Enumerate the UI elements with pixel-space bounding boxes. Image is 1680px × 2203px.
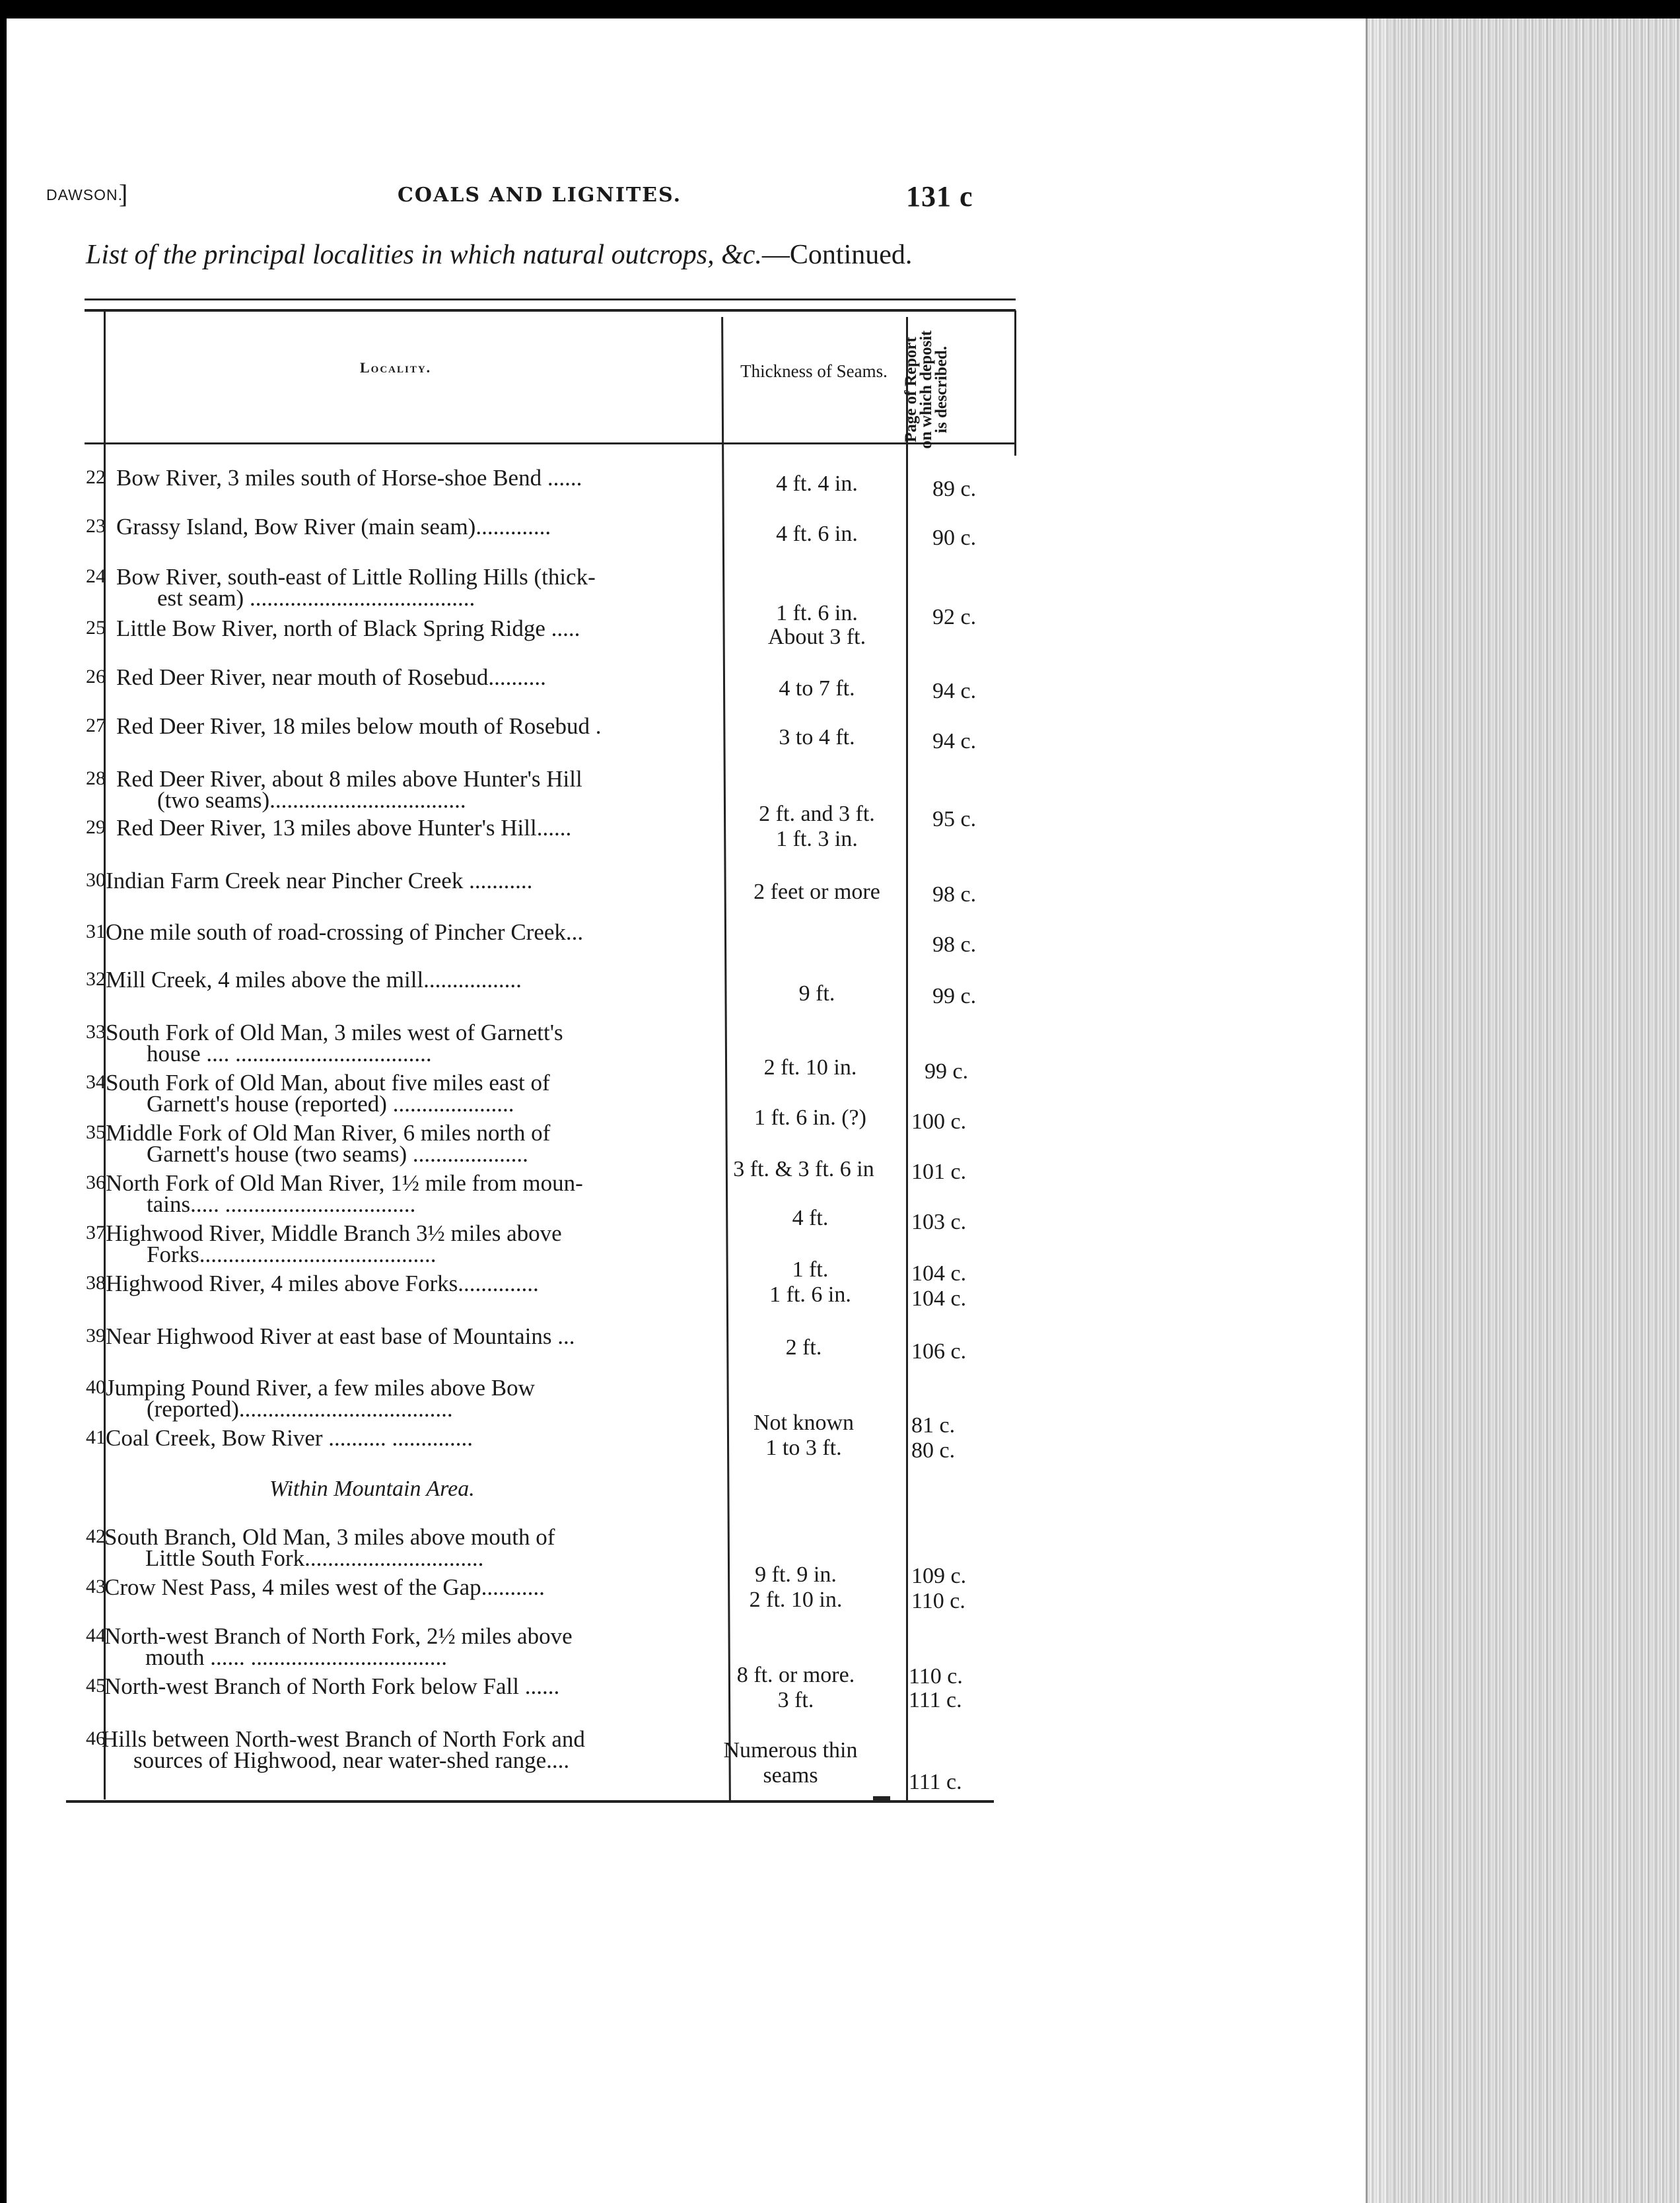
column-header-locality: Locality. (360, 359, 432, 376)
row-locality: Red Deer River, 13 miles above Hunter's Hill...... (116, 815, 572, 841)
row-page: 94 c. (932, 729, 977, 753)
row-locality-line2: (reported)..................................... (147, 1396, 453, 1422)
row-locality-line1: Jumping Pound River, a few miles above Bow (106, 1375, 535, 1401)
row-number: 23 (86, 515, 106, 537)
row-number: 33 (86, 1021, 106, 1043)
row-locality-line2: tains..... ................................. (147, 1191, 416, 1217)
row-number: 30 (86, 869, 106, 891)
row-number: 44 (86, 1625, 106, 1646)
row-thickness-line2: seams (763, 1763, 818, 1788)
row-page: 98 c. (932, 932, 977, 957)
caption-italic: List of the principal localities in which natural outcrops, &c. (86, 240, 762, 270)
row-number: 29 (86, 816, 106, 838)
row-number: 27 (86, 715, 106, 736)
row-thickness: About 3 ft. (767, 625, 866, 649)
row-locality-line2: Garnett's house (two seams) .................... (147, 1141, 528, 1167)
row-number: 32 (86, 968, 106, 990)
row-locality-line1: South Branch, Old Man, 3 miles above mouth of (104, 1524, 555, 1550)
row-page: 111 c. (909, 1770, 962, 1794)
row-locality-line2: (two seams).................................. (157, 787, 466, 813)
row-thickness: 8 ft. or more. (736, 1663, 855, 1687)
table-header-rule (85, 442, 1016, 444)
caption-continued: —Continued. (761, 240, 913, 270)
row-locality (106, 1170, 583, 1217)
row-thickness: 4 ft. (792, 1206, 829, 1230)
row-thickness: 1 to 3 ft. (765, 1436, 842, 1460)
row-locality-line2: Little South Fork............................... (145, 1545, 484, 1571)
row-locality: Mill Creek, 4 miles above the mill................. (106, 967, 522, 993)
table-top-rule-2 (85, 309, 1016, 312)
row-locality (102, 1726, 585, 1773)
row-locality: Crow Nest Pass, 4 miles west of the Gap........... (104, 1574, 545, 1600)
row-locality-line1: North-west Branch of North Fork, 2½ miles above (104, 1623, 573, 1649)
row-page: 110 c. (909, 1664, 963, 1689)
page-number: 131 c (906, 180, 973, 213)
row-page: 94 c. (932, 679, 977, 703)
row-page: 104 c. (911, 1261, 967, 1286)
book-page-edges (1366, 18, 1680, 2203)
column-header-page: Page of Report on which deposit is described. (902, 330, 950, 449)
row-number: 46 (86, 1728, 106, 1749)
row-thickness: 4 to 7 ft. (779, 676, 855, 701)
row-locality-line2: Garnett's house (reported) ..................... (147, 1091, 514, 1117)
row-thickness: Not known (753, 1411, 855, 1435)
row-page: 81 c. (911, 1413, 956, 1438)
row-thickness: 1 ft. 3 in. (776, 827, 858, 851)
subheading-mountain-area: Within Mountain Area. (269, 1477, 475, 1501)
row-locality-line1: South Fork of Old Man, about five miles east of (106, 1070, 550, 1096)
row-page: 101 c. (911, 1160, 967, 1184)
row-thickness: 2 ft. 10 in. (763, 1055, 857, 1080)
row-locality-line1: Middle Fork of Old Man River, 6 miles north of (106, 1120, 551, 1146)
row-number: 45 (86, 1675, 106, 1696)
row-locality-line1: Bow River, south-east of Little Rolling Hills (thick- (116, 564, 596, 590)
row-locality-line2: est seam) ....................................... (157, 585, 475, 611)
table-right-rule (1014, 310, 1016, 456)
row-locality-line2: Forks......................................... (147, 1241, 437, 1267)
row-locality (106, 1120, 551, 1167)
row-page: 98 c. (932, 882, 977, 907)
row-locality (104, 1623, 573, 1670)
running-header-bracket: ] (119, 179, 128, 209)
row-page: 95 c. (932, 807, 977, 831)
row-locality: Near Highwood River at east base of Mountains ... (106, 1323, 575, 1349)
row-locality (106, 1022, 563, 1065)
row-number: 36 (86, 1171, 106, 1193)
row-page: 99 c. (932, 984, 977, 1008)
row-locality: Bow River, 3 miles south of Horse-shoe Bend ...... (116, 465, 582, 491)
row-thickness: 9 ft. (798, 981, 835, 1006)
row-locality (116, 766, 582, 813)
row-locality: Red Deer River, 18 miles below mouth of Rosebud . (116, 713, 602, 739)
row-number: 24 (86, 565, 106, 587)
row-locality-line1: North Fork of Old Man River, 1½ mile from moun- (106, 1170, 583, 1196)
row-number: 26 (86, 666, 106, 687)
row-thickness (701, 1738, 880, 1788)
row-page: 104 c. (911, 1286, 967, 1311)
row-number: 42 (86, 1525, 106, 1547)
row-locality-line1: Highwood River, Middle Branch 3½ miles above (106, 1220, 562, 1246)
row-locality: Grassy Island, Bow River (main seam)............. (116, 514, 551, 540)
row-number: 41 (86, 1426, 106, 1448)
row-thickness: 2 ft. 10 in. (749, 1588, 843, 1612)
row-number: 40 (86, 1376, 106, 1398)
running-header-title: COALS AND LIGNITES. (398, 184, 682, 207)
row-locality: North-west Branch of North Fork below Fall ...... (104, 1673, 560, 1699)
row-thickness: 1 ft. (792, 1257, 829, 1282)
row-page: 106 c. (911, 1339, 967, 1364)
table-bottom-rule (66, 1800, 994, 1803)
row-locality (116, 564, 596, 611)
row-number: 31 (86, 921, 106, 942)
row-page: 110 c. (911, 1589, 965, 1613)
table-col-rule-2 (906, 317, 908, 1803)
row-page: 80 c. (911, 1438, 956, 1463)
row-page: 92 c. (932, 605, 977, 629)
row-locality: One mile south of road-crossing of Pincher Creek... (106, 919, 584, 945)
row-page: 109 c. (911, 1564, 967, 1588)
row-locality-line2: house .... .................................. (147, 1041, 432, 1067)
row-locality: Highwood River, 4 miles above Forks.............. (106, 1271, 539, 1296)
table-top-rule-1 (85, 298, 1016, 300)
row-page: 90 c. (932, 526, 977, 550)
table-caption (86, 239, 912, 271)
row-thickness: 3 ft. (777, 1688, 814, 1712)
row-locality: Little Bow River, north of Black Spring Ridge ..... (116, 615, 580, 641)
row-number: 37 (86, 1222, 106, 1243)
row-thickness: 9 ft. 9 in. (755, 1562, 837, 1587)
ink-mark (873, 1796, 890, 1801)
row-number: 28 (86, 767, 106, 789)
row-number: 35 (86, 1121, 106, 1143)
row-page: 103 c. (911, 1210, 967, 1234)
scan-border-left (0, 0, 7, 2203)
row-page: 99 c. (925, 1059, 969, 1084)
row-locality-line1: South Fork of Old Man, 3 miles west of Garnett's (106, 1020, 563, 1045)
row-locality: Coal Creek, Bow River .......... .............. (106, 1425, 473, 1451)
row-thickness: 3 to 4 ft. (779, 725, 855, 750)
row-locality-line2: mouth ...... .................................. (145, 1644, 447, 1670)
row-number: 43 (86, 1576, 106, 1597)
row-thickness: 2 ft. and 3 ft. (759, 802, 875, 826)
row-page: 89 c. (932, 477, 977, 501)
running-header-author: DAWSON. (46, 186, 123, 203)
row-locality (106, 1220, 562, 1267)
row-locality-line1: Hills between North-west Branch of North Fork and (102, 1726, 585, 1752)
row-thickness: 4 ft. 6 in. (776, 522, 858, 546)
row-locality: Red Deer River, near mouth of Rosebud.......... (116, 664, 546, 690)
row-thickness: 1 ft. 6 in. (769, 1282, 851, 1307)
scan-border-top (0, 0, 1680, 18)
row-number: 22 (86, 466, 106, 488)
row-locality (106, 1375, 535, 1422)
row-locality-line2: sources of Highwood, near water-shed range.... (133, 1747, 570, 1773)
column-header-thickness: Thickness of Seams. (740, 361, 888, 381)
row-number: 39 (86, 1325, 106, 1346)
row-locality (104, 1524, 555, 1571)
row-number: 38 (86, 1272, 106, 1294)
row-page: 100 c. (911, 1109, 967, 1134)
row-locality-line1: Red Deer River, about 8 miles above Hunter's Hill (116, 766, 582, 792)
row-page: 111 c. (909, 1688, 962, 1712)
row-thickness: 3 ft. & 3 ft. 6 in (733, 1157, 874, 1181)
row-locality: Indian Farm Creek near Pincher Creek ........... (106, 868, 533, 893)
row-locality (106, 1072, 550, 1115)
row-number: 25 (86, 617, 106, 639)
row-thickness: 4 ft. 4 in. (776, 472, 858, 496)
row-thickness: 2 ft. (785, 1335, 822, 1360)
row-thickness: 1 ft. 6 in. (?) (754, 1105, 866, 1130)
row-thickness-line1: Numerous thin (723, 1738, 858, 1763)
row-number: 34 (86, 1071, 106, 1093)
row-thickness: 2 feet or more (753, 880, 880, 904)
row-thickness: 1 ft. 6 in. (776, 601, 858, 625)
